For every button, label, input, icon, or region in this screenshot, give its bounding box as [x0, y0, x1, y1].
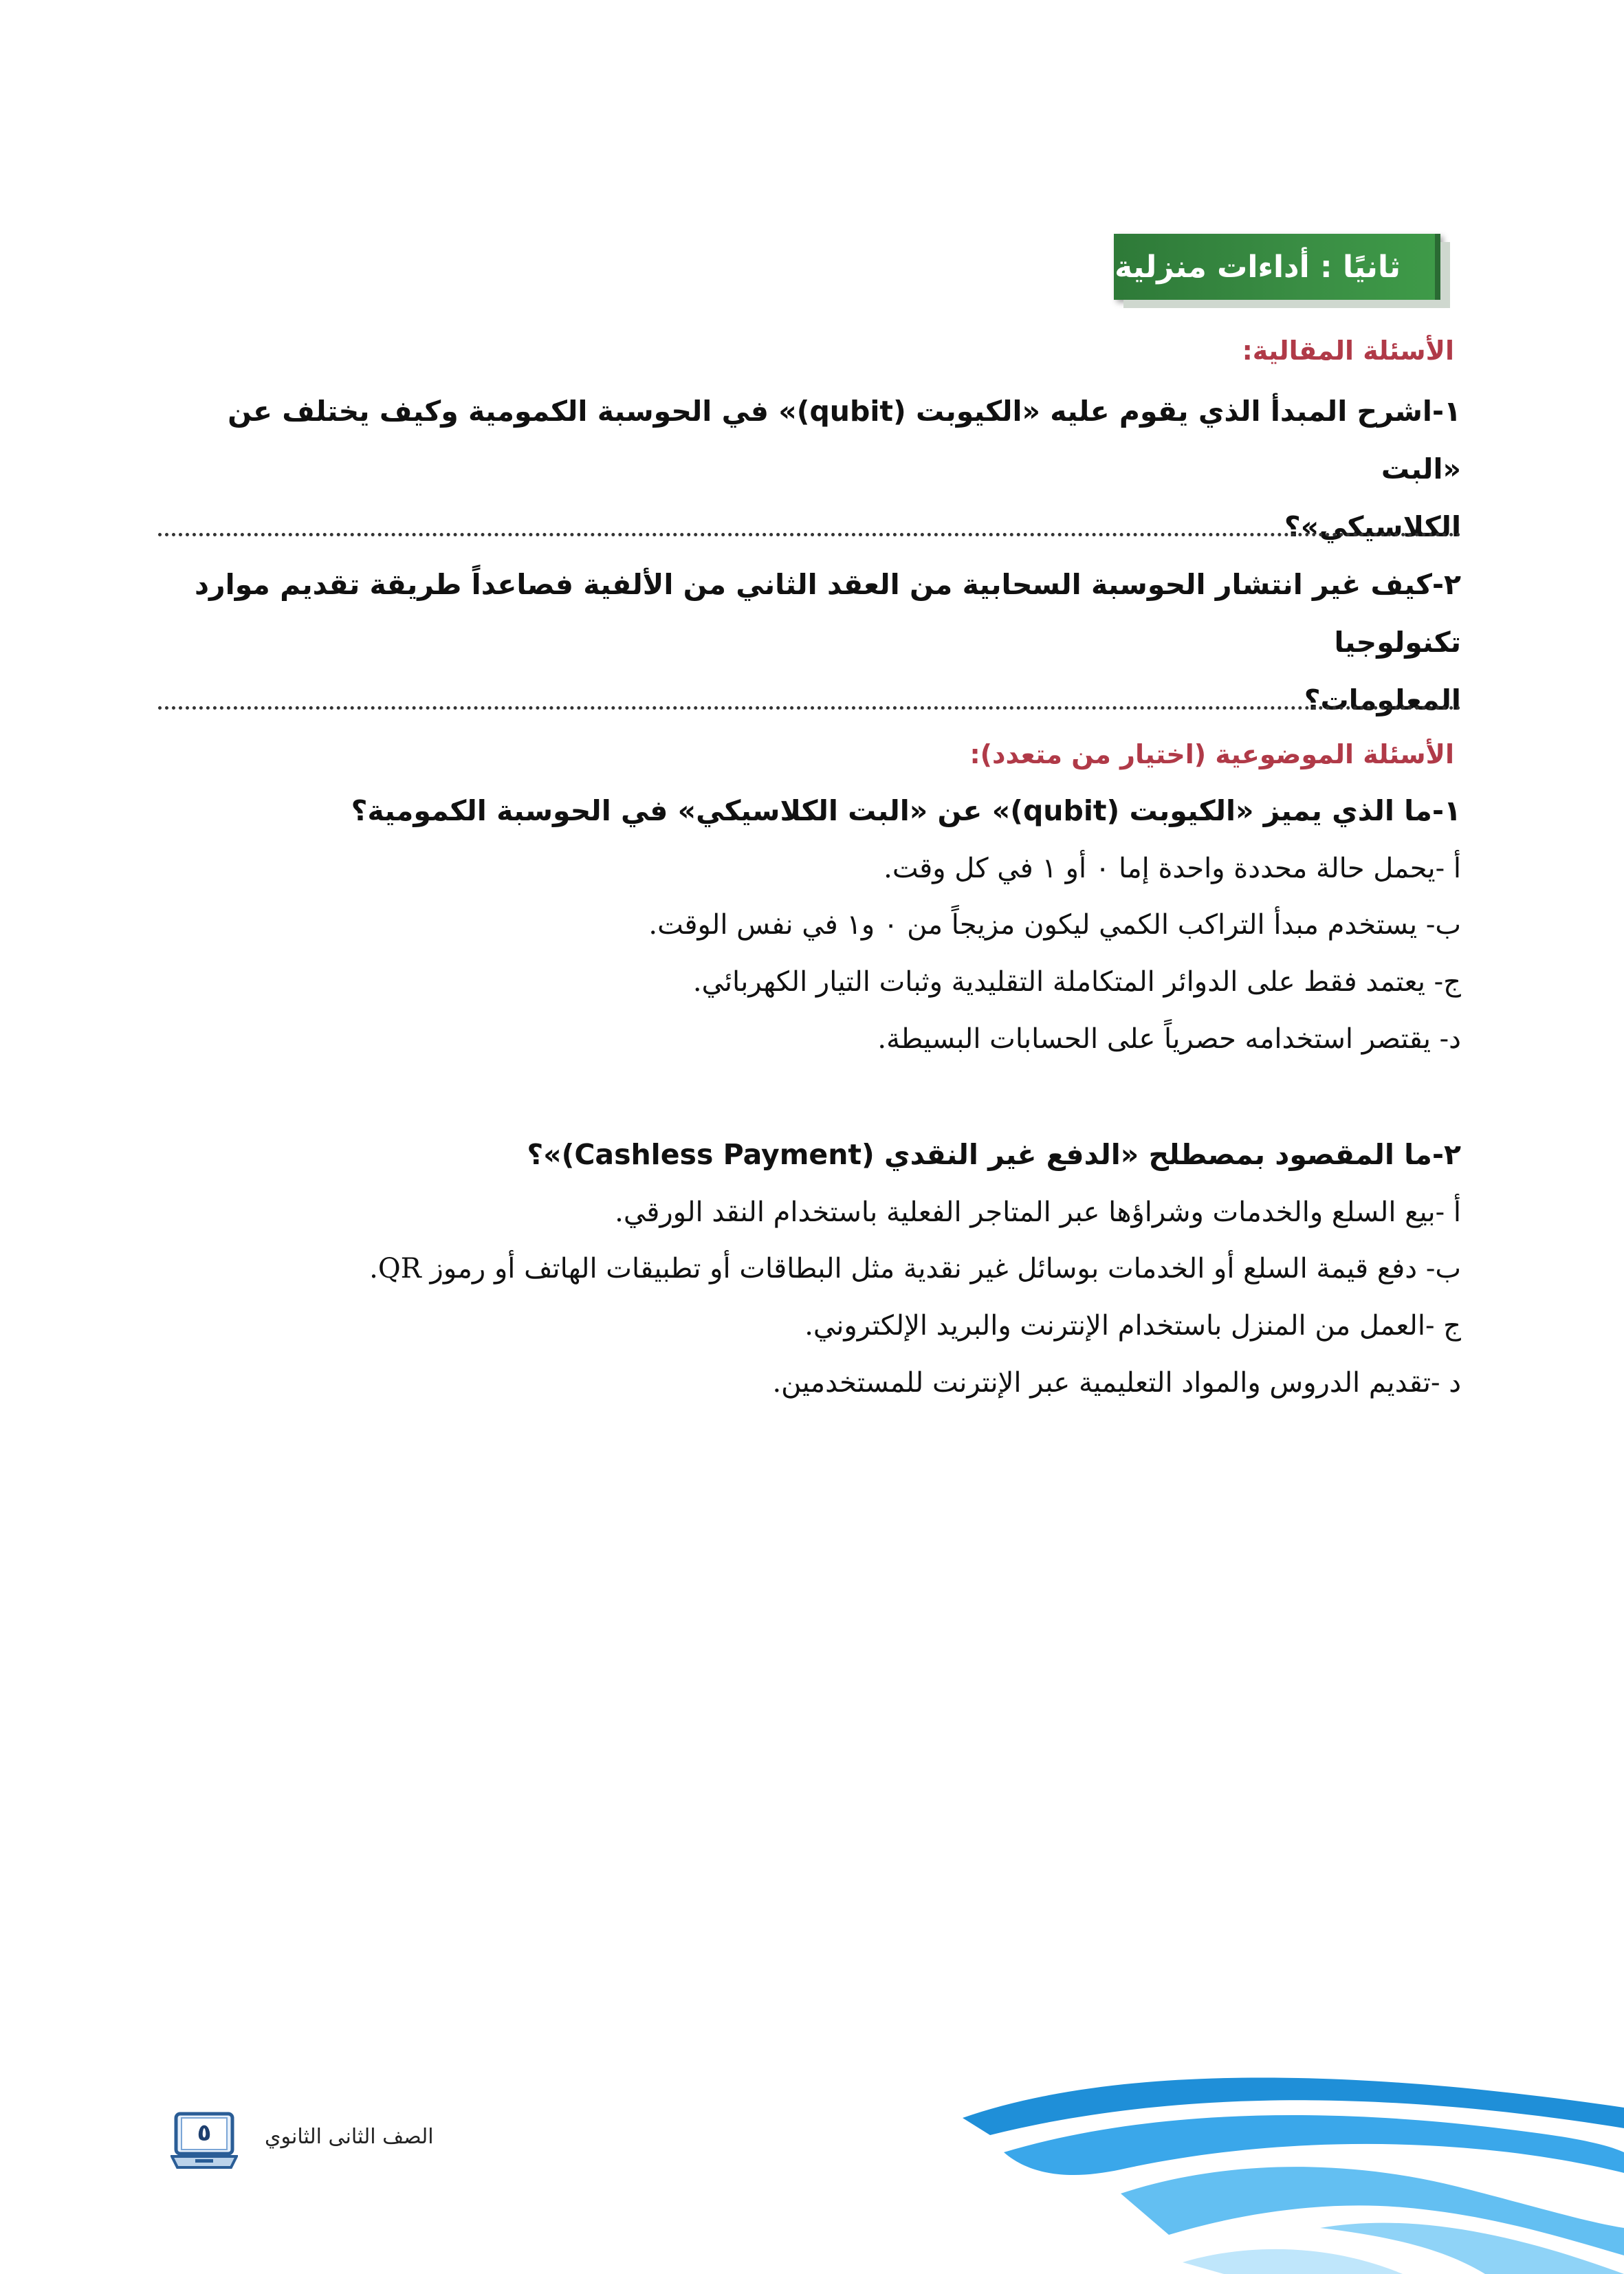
mcq-heading: الأسئلة الموضوعية (اختيار من متعدد): [969, 739, 1454, 769]
essay-question-1-line-1: ١-اشرح المبدأ الذي يقوم عليه «الكيوبت (qubit)» في الحوسبة الكمومية وكيف يختلف عن «البت [228, 395, 1461, 485]
mcq-question-2-option-b: ب- دفع قيمة السلع أو الخدمات بوسائل غير نقدية مثل البطاقات أو تطبيقات الهاتف أو رموز QR. [369, 1253, 1461, 1284]
footer-grade-label: الصف الثانى الثانوي [265, 2125, 434, 2149]
mcq-question-1: ١-ما الذي يميز «الكيوبت (qubit)» عن «البت الكلاسيكي» في الحوسبة الكمومية؟ [351, 794, 1461, 827]
mcq-question-1-option-b: ب- يستخدم مبدأ التراكب الكمي ليكون مزيجاً من ٠ و١ في نفس الوقت. [648, 909, 1461, 941]
mcq-question-1-option-a: أ -يحمل حالة محددة واحدة إما ٠ أو ١ في كل وقت. [884, 853, 1461, 884]
mcq-question-2-option-d: د -تقديم الدروس والمواد التعليمية عبر الإنترنت للمستخدمين. [772, 1367, 1461, 1399]
essay-question-2-line-2: المعلومات؟ [1304, 684, 1461, 717]
mcq-question-2-option-a: أ -بيع السلع والخدمات وشراؤها عبر المتاجر الفعلية باستخدام النقد الورقي. [615, 1196, 1461, 1228]
section-title: ثانيًا : أداءات منزلية [1115, 249, 1401, 285]
mcq-question-2: ٢-ما المقصود بمصطلح «الدفع غير النقدي (Cashless Payment)»؟ [527, 1138, 1461, 1171]
answer-line-1 [158, 533, 1461, 536]
essay-question-2 [155, 556, 1461, 729]
mcq-question-1-option-c: ج- يعتمد فقط على الدوائر المتكاملة التقليدية وثبات التيار الكهربائي. [692, 966, 1461, 998]
essay-question-2-line-1: ٢-كيف غير انتشار الحوسبة السحابية من العقد الثاني من الألفية فصاعداً طريقة تقديم موارد تكنولوجيا [195, 568, 1461, 659]
mcq-question-1-option-d: د- يقتصر استخدامه حصرياً على الحسابات البسيطة. [877, 1023, 1461, 1055]
blue-waves-icon [963, 2056, 1624, 2274]
answer-line-2 [158, 706, 1461, 710]
mcq-question-2-option-c: ج -العمل من المنزل باستخدام الإنترنت والبريد الإلكتروني. [804, 1310, 1461, 1342]
essay-heading: الأسئلة المقالية: [1242, 336, 1454, 366]
essay-question-1 [155, 382, 1461, 556]
page-number: ٥ [197, 2119, 212, 2147]
essay-question-1-line-2: الكلاسيكي»؟ [1284, 510, 1461, 543]
section-banner [1114, 234, 1440, 300]
